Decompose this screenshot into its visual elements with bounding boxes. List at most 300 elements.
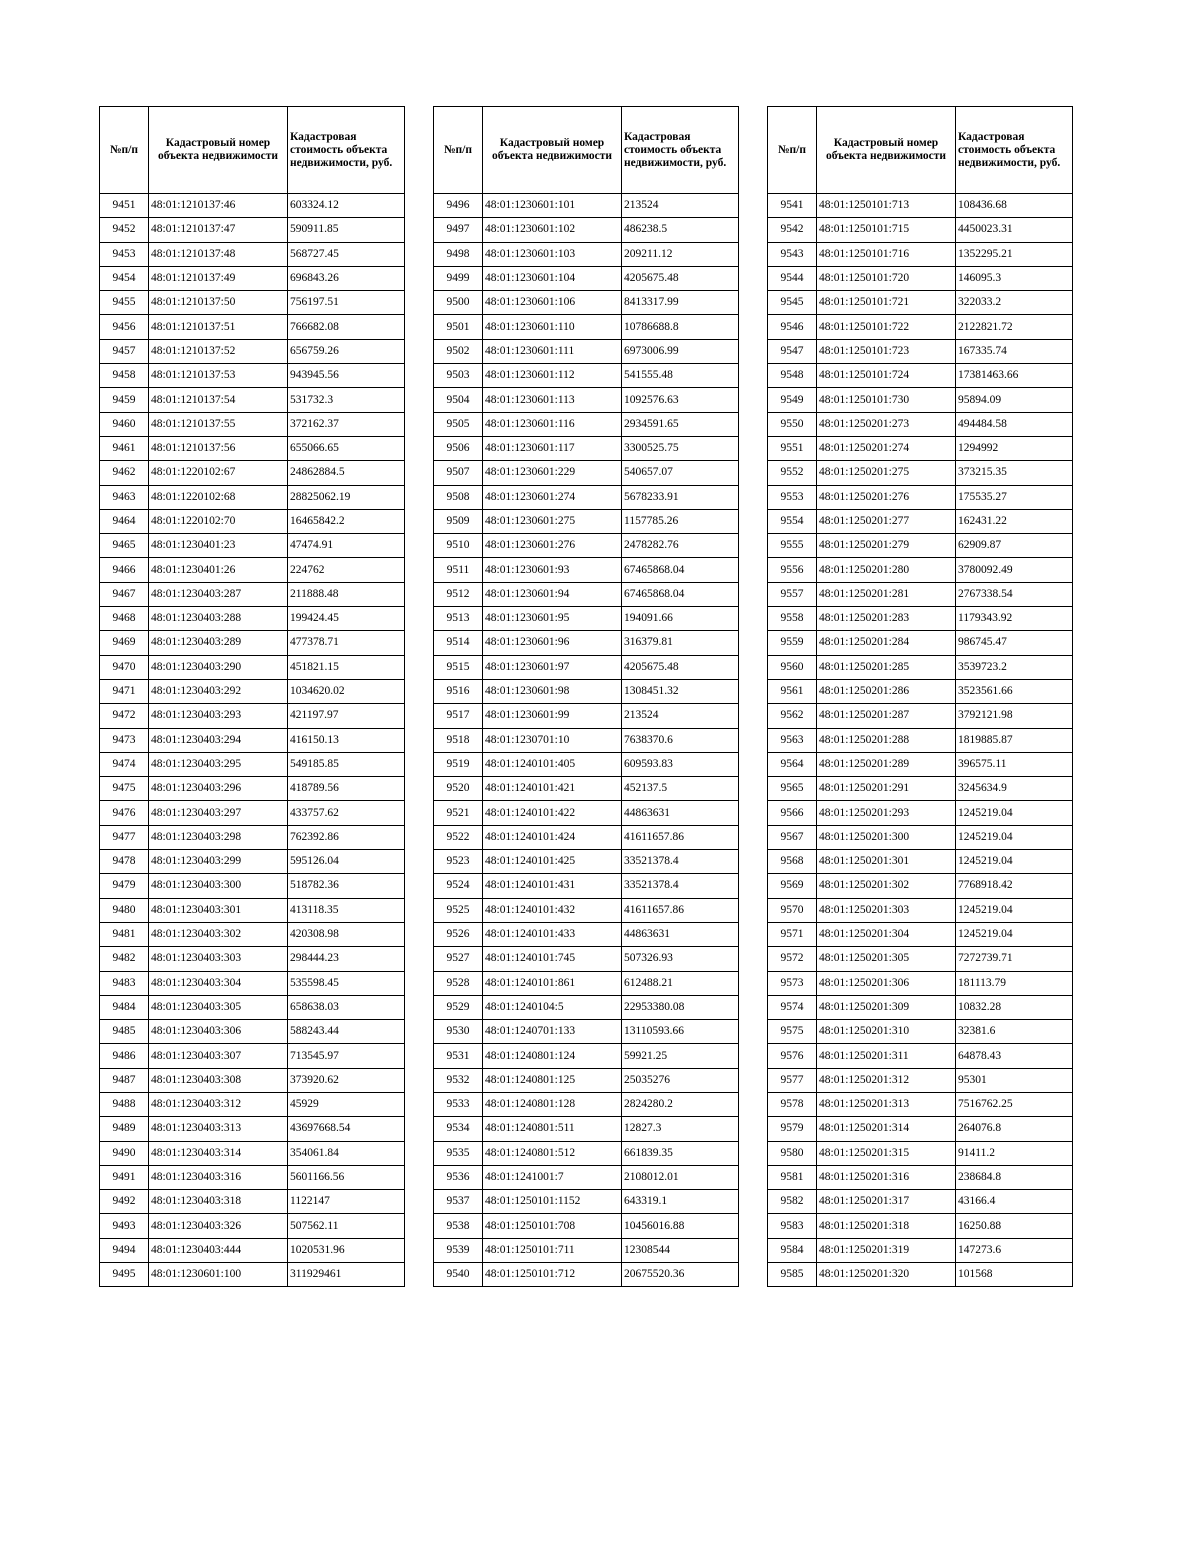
table-row (100, 704, 405, 728)
row-number: 9585 (768, 1263, 817, 1287)
row-number: 9552 (768, 461, 817, 485)
cadastral-number: 48:01:1250201:286 (817, 679, 956, 703)
row-number: 9487 (100, 1068, 149, 1092)
cadastral-value: 67465868.04 (622, 582, 739, 606)
row-number: 9481 (100, 922, 149, 946)
row-number: 9533 (434, 1092, 483, 1116)
cadastral-value: 213524 (622, 704, 739, 728)
header-cadastral-value: Кадастровая стоимость объекта недвижимости, руб. (288, 107, 405, 194)
cadastral-number: 48:01:1210137:49 (149, 266, 288, 290)
cadastral-value: 25035276 (622, 1068, 739, 1092)
table-row (100, 850, 405, 874)
row-number: 9502 (434, 339, 483, 363)
row-number: 9534 (434, 1117, 483, 1141)
table-row (768, 315, 1073, 339)
row-number: 9493 (100, 1214, 149, 1238)
cadastral-value: 396575.11 (956, 752, 1073, 776)
table-row (100, 534, 405, 558)
cadastral-number: 48:01:1230403:303 (149, 947, 288, 971)
cadastral-value: 146095.3 (956, 266, 1073, 290)
table-row (768, 436, 1073, 460)
cadastral-number: 48:01:1230403:297 (149, 801, 288, 825)
cadastral-number: 48:01:1250201:306 (817, 971, 956, 995)
cadastral-number: 48:01:1240101:745 (483, 947, 622, 971)
row-number: 9574 (768, 995, 817, 1019)
table-row (768, 995, 1073, 1019)
cadastral-value: 10832.28 (956, 995, 1073, 1019)
cadastral-number: 48:01:1250101:722 (817, 315, 956, 339)
cadastral-number: 48:01:1250201:301 (817, 850, 956, 874)
header-cadastral-value: Кадастровая стоимость объекта недвижимости, руб. (622, 107, 739, 194)
cadastral-value: 199424.45 (288, 607, 405, 631)
cadastral-number: 48:01:1250101:715 (817, 218, 956, 242)
cadastral-value: 41611657.86 (622, 898, 739, 922)
row-number: 9530 (434, 1020, 483, 1044)
row-number: 9518 (434, 728, 483, 752)
header-number: №п/п (434, 107, 483, 194)
row-number: 9460 (100, 412, 149, 436)
cadastral-value: 507326.93 (622, 947, 739, 971)
cadastral-number: 48:01:1250201:315 (817, 1141, 956, 1165)
table-row (434, 728, 739, 752)
table-row (768, 752, 1073, 776)
cadastral-value: 612488.21 (622, 971, 739, 995)
cadastral-value: 3245634.9 (956, 777, 1073, 801)
table-row (768, 1165, 1073, 1189)
cadastral-number: 48:01:1250101:708 (483, 1214, 622, 1238)
row-number: 9515 (434, 655, 483, 679)
table-row (768, 291, 1073, 315)
cadastral-value: 209211.12 (622, 242, 739, 266)
header-cadastral-value: Кадастровая стоимость объекта недвижимости, руб. (956, 107, 1073, 194)
table-row (434, 364, 739, 388)
table-row (434, 461, 739, 485)
row-number: 9551 (768, 436, 817, 460)
table-row (100, 1044, 405, 1068)
cadastral-value: 20675520.36 (622, 1263, 739, 1287)
cadastral-number: 48:01:1241001:7 (483, 1165, 622, 1189)
cadastral-value: 1122147 (288, 1190, 405, 1214)
row-number: 9488 (100, 1092, 149, 1116)
cadastral-number: 48:01:1230401:23 (149, 534, 288, 558)
cadastral-number: 48:01:1230403:444 (149, 1238, 288, 1262)
row-number: 9550 (768, 412, 817, 436)
table-row (100, 1165, 405, 1189)
table-row (100, 242, 405, 266)
table-row (100, 1092, 405, 1116)
cadastral-value: 1245219.04 (956, 898, 1073, 922)
header-cadastral-number: Кадастровый номер объекта недвижимости (483, 107, 622, 194)
row-number: 9524 (434, 874, 483, 898)
cadastral-number: 48:01:1220102:70 (149, 509, 288, 533)
cadastral-value: 175535.27 (956, 485, 1073, 509)
cadastral-number: 48:01:1230701:10 (483, 728, 622, 752)
row-number: 9451 (100, 194, 149, 218)
table-row (100, 1190, 405, 1214)
row-number: 9546 (768, 315, 817, 339)
cadastral-value: 372162.37 (288, 412, 405, 436)
table-row (434, 850, 739, 874)
row-number: 9514 (434, 631, 483, 655)
row-number: 9489 (100, 1117, 149, 1141)
cadastral-number: 48:01:1230601:101 (483, 194, 622, 218)
table-row (434, 315, 739, 339)
row-number: 9486 (100, 1044, 149, 1068)
table-row (100, 898, 405, 922)
cadastral-value: 1092576.63 (622, 388, 739, 412)
row-number: 9505 (434, 412, 483, 436)
table-row (768, 850, 1073, 874)
row-number: 9469 (100, 631, 149, 655)
cadastral-value: 1245219.04 (956, 801, 1073, 825)
cadastral-number: 48:01:1250101:711 (483, 1238, 622, 1262)
cadastral-value: 12308544 (622, 1238, 739, 1262)
table-row (100, 339, 405, 363)
row-number: 9572 (768, 947, 817, 971)
table-row (768, 194, 1073, 218)
row-number: 9503 (434, 364, 483, 388)
cadastral-value: 7638370.6 (622, 728, 739, 752)
cadastral-number: 48:01:1230601:276 (483, 534, 622, 558)
table-row (434, 704, 739, 728)
table-row (100, 436, 405, 460)
row-number: 9490 (100, 1141, 149, 1165)
cadastral-number: 48:01:1210137:53 (149, 364, 288, 388)
row-number: 9506 (434, 436, 483, 460)
table-row (768, 1263, 1073, 1287)
table-row (434, 388, 739, 412)
table-row (434, 752, 739, 776)
cadastral-number: 48:01:1240801:125 (483, 1068, 622, 1092)
cadastral-number: 48:01:1230403:304 (149, 971, 288, 995)
table-row (434, 607, 739, 631)
cadastral-number: 48:01:1230601:104 (483, 266, 622, 290)
table-row (768, 364, 1073, 388)
table-row (100, 1068, 405, 1092)
row-number: 9532 (434, 1068, 483, 1092)
cadastral-number: 48:01:1250201:300 (817, 825, 956, 849)
row-number: 9467 (100, 582, 149, 606)
table-row (434, 922, 739, 946)
row-number: 9527 (434, 947, 483, 971)
cadastral-number: 48:01:1250201:316 (817, 1165, 956, 1189)
table-row (434, 1214, 739, 1238)
cadastral-number: 48:01:1230601:99 (483, 704, 622, 728)
row-number: 9512 (434, 582, 483, 606)
table-row (434, 534, 739, 558)
cadastral-value: 756197.51 (288, 291, 405, 315)
row-number: 9455 (100, 291, 149, 315)
table-row (434, 825, 739, 849)
cadastral-number: 48:01:1250201:277 (817, 509, 956, 533)
row-number: 9581 (768, 1165, 817, 1189)
cadastral-number: 48:01:1250201:287 (817, 704, 956, 728)
table-row (768, 801, 1073, 825)
cadastral-number: 48:01:1250201:320 (817, 1263, 956, 1287)
table-row (100, 1020, 405, 1044)
table-row (100, 218, 405, 242)
row-number: 9500 (434, 291, 483, 315)
row-number: 9558 (768, 607, 817, 631)
table-row (434, 801, 739, 825)
cadastral-value: 696843.26 (288, 266, 405, 290)
table-header-row (100, 107, 405, 194)
cadastral-number: 48:01:1240101:432 (483, 898, 622, 922)
cadastral-number: 48:01:1210137:46 (149, 194, 288, 218)
cadastral-number: 48:01:1210137:51 (149, 315, 288, 339)
table-row (434, 874, 739, 898)
cadastral-number: 48:01:1250201:273 (817, 412, 956, 436)
cadastral-number: 48:01:1240101:425 (483, 850, 622, 874)
cadastral-value: 535598.45 (288, 971, 405, 995)
header-number: №п/п (100, 107, 149, 194)
cadastral-number: 48:01:1210137:47 (149, 218, 288, 242)
cadastral-value: 943945.56 (288, 364, 405, 388)
cadastral-value: 7272739.71 (956, 947, 1073, 971)
cadastral-number: 48:01:1250201:311 (817, 1044, 956, 1068)
cadastral-value: 433757.62 (288, 801, 405, 825)
row-number: 9573 (768, 971, 817, 995)
row-number: 9457 (100, 339, 149, 363)
table-row (100, 947, 405, 971)
table-row (100, 655, 405, 679)
cadastral-value: 4205675.48 (622, 266, 739, 290)
row-number: 9508 (434, 485, 483, 509)
cadastral-number: 48:01:1230403:326 (149, 1214, 288, 1238)
cadastral-number: 48:01:1230403:308 (149, 1068, 288, 1092)
cadastral-value: 766682.08 (288, 315, 405, 339)
table-row (434, 1165, 739, 1189)
table-row (434, 242, 739, 266)
cadastral-value: 1245219.04 (956, 825, 1073, 849)
table-row (768, 412, 1073, 436)
cadastral-value: 518782.36 (288, 874, 405, 898)
row-number: 9480 (100, 898, 149, 922)
table-row (100, 291, 405, 315)
cadastral-value: 655066.65 (288, 436, 405, 460)
table-row (768, 631, 1073, 655)
row-number: 9501 (434, 315, 483, 339)
table-row (434, 582, 739, 606)
row-number: 9529 (434, 995, 483, 1019)
table-row (100, 582, 405, 606)
table-row (768, 874, 1073, 898)
table-row (100, 266, 405, 290)
cadastral-number: 48:01:1230601:117 (483, 436, 622, 460)
cadastral-number: 48:01:1230601:106 (483, 291, 622, 315)
table-row (768, 534, 1073, 558)
cadastral-value: 264076.8 (956, 1117, 1073, 1141)
cadastral-number: 48:01:1240801:512 (483, 1141, 622, 1165)
cadastral-value: 17381463.66 (956, 364, 1073, 388)
cadastral-value: 33521378.4 (622, 850, 739, 874)
cadastral-number: 48:01:1230403:293 (149, 704, 288, 728)
cadastral-value: 43697668.54 (288, 1117, 405, 1141)
row-number: 9453 (100, 242, 149, 266)
cadastral-number: 48:01:1240801:511 (483, 1117, 622, 1141)
cadastral-value: 588243.44 (288, 1020, 405, 1044)
row-number: 9452 (100, 218, 149, 242)
cadastral-number: 48:01:1240101:424 (483, 825, 622, 849)
cadastral-value: 477378.71 (288, 631, 405, 655)
row-number: 9525 (434, 898, 483, 922)
table-row (434, 1117, 739, 1141)
row-number: 9497 (434, 218, 483, 242)
row-number: 9491 (100, 1165, 149, 1189)
row-number: 9454 (100, 266, 149, 290)
cadastral-value: 3780092.49 (956, 558, 1073, 582)
table-row (434, 194, 739, 218)
cadastral-number: 48:01:1250201:303 (817, 898, 956, 922)
cadastral-number: 48:01:1250101:721 (817, 291, 956, 315)
row-number: 9568 (768, 850, 817, 874)
row-number: 9575 (768, 1020, 817, 1044)
table-row (768, 1044, 1073, 1068)
table-row (100, 1238, 405, 1262)
cadastral-number: 48:01:1250201:279 (817, 534, 956, 558)
cadastral-value: 2934591.65 (622, 412, 739, 436)
table-row (768, 1117, 1073, 1141)
row-number: 9458 (100, 364, 149, 388)
table-row (768, 242, 1073, 266)
row-number: 9579 (768, 1117, 817, 1141)
cadastral-value: 595126.04 (288, 850, 405, 874)
table-row (434, 266, 739, 290)
cadastral-number: 48:01:1230601:100 (149, 1263, 288, 1287)
cadastral-value: 8413317.99 (622, 291, 739, 315)
row-number: 9576 (768, 1044, 817, 1068)
cadastral-value: 95301 (956, 1068, 1073, 1092)
cadastral-number: 48:01:1210137:48 (149, 242, 288, 266)
table-row (434, 1263, 739, 1287)
row-number: 9545 (768, 291, 817, 315)
table-row (768, 825, 1073, 849)
table-row (100, 971, 405, 995)
table-row (768, 777, 1073, 801)
cadastral-number: 48:01:1240801:128 (483, 1092, 622, 1116)
table-row (768, 388, 1073, 412)
cadastral-number: 48:01:1250201:314 (817, 1117, 956, 1141)
cadastral-number: 48:01:1250201:275 (817, 461, 956, 485)
cadastral-value: 1179343.92 (956, 607, 1073, 631)
row-number: 9531 (434, 1044, 483, 1068)
cadastral-value: 2824280.2 (622, 1092, 739, 1116)
row-number: 9563 (768, 728, 817, 752)
cadastral-number: 48:01:1210137:50 (149, 291, 288, 315)
cadastral-number: 48:01:1230403:296 (149, 777, 288, 801)
row-number: 9459 (100, 388, 149, 412)
cadastral-value: 4205675.48 (622, 655, 739, 679)
table-row (100, 1214, 405, 1238)
table-row (100, 364, 405, 388)
cadastral-value: 62909.87 (956, 534, 1073, 558)
row-number: 9519 (434, 752, 483, 776)
row-number: 9482 (100, 947, 149, 971)
row-number: 9466 (100, 558, 149, 582)
row-number: 9539 (434, 1238, 483, 1262)
cadastral-number: 48:01:1250101:1152 (483, 1190, 622, 1214)
table-row (434, 485, 739, 509)
cadastral-number: 48:01:1250201:302 (817, 874, 956, 898)
row-number: 9468 (100, 607, 149, 631)
row-number: 9522 (434, 825, 483, 849)
row-number: 9537 (434, 1190, 483, 1214)
cadastral-value: 540657.07 (622, 461, 739, 485)
table-row (434, 1190, 739, 1214)
table-row (100, 995, 405, 1019)
row-number: 9555 (768, 534, 817, 558)
cadastral-number: 48:01:1230403:289 (149, 631, 288, 655)
cadastral-value: 421197.97 (288, 704, 405, 728)
cadastral-number: 48:01:1230403:307 (149, 1044, 288, 1068)
table-row (434, 679, 739, 703)
row-number: 9517 (434, 704, 483, 728)
cadastral-number: 48:01:1230601:112 (483, 364, 622, 388)
cadastral-value: 568727.45 (288, 242, 405, 266)
table-row (768, 582, 1073, 606)
cadastral-value: 2767338.54 (956, 582, 1073, 606)
cadastral-number: 48:01:1230403:288 (149, 607, 288, 631)
header-cadastral-number: Кадастровый номер объекта недвижимости (149, 107, 288, 194)
cadastral-value: 101568 (956, 1263, 1073, 1287)
table-row (100, 922, 405, 946)
row-number: 9578 (768, 1092, 817, 1116)
row-number: 9472 (100, 704, 149, 728)
cadastral-value: 43166.4 (956, 1190, 1073, 1214)
cadastral-value: 47474.91 (288, 534, 405, 558)
table-row (768, 509, 1073, 533)
cadastral-value: 44863631 (622, 922, 739, 946)
cadastral-number: 48:01:1230403:299 (149, 850, 288, 874)
cadastral-number: 48:01:1250101:723 (817, 339, 956, 363)
cadastral-value: 44863631 (622, 801, 739, 825)
cadastral-value: 1352295.21 (956, 242, 1073, 266)
table-row (768, 1141, 1073, 1165)
cadastral-number: 48:01:1250201:291 (817, 777, 956, 801)
cadastral-number: 48:01:1240104:5 (483, 995, 622, 1019)
cadastral-number: 48:01:1250101:730 (817, 388, 956, 412)
table-row (768, 1238, 1073, 1262)
cadastral-number: 48:01:1230601:96 (483, 631, 622, 655)
cadastral-value: 311929461 (288, 1263, 405, 1287)
row-number: 9473 (100, 728, 149, 752)
cadastral-number: 48:01:1230601:275 (483, 509, 622, 533)
cadastral-value: 656759.26 (288, 339, 405, 363)
cadastral-number: 48:01:1210137:55 (149, 412, 288, 436)
cadastral-table-3 (767, 106, 1073, 1287)
cadastral-value: 661839.35 (622, 1141, 739, 1165)
cadastral-value: 418789.56 (288, 777, 405, 801)
cadastral-value: 211888.48 (288, 582, 405, 606)
row-number: 9504 (434, 388, 483, 412)
row-number: 9560 (768, 655, 817, 679)
cadastral-value: 3523561.66 (956, 679, 1073, 703)
table-row (100, 1141, 405, 1165)
cadastral-value: 507562.11 (288, 1214, 405, 1238)
cadastral-value: 167335.74 (956, 339, 1073, 363)
table-row (100, 558, 405, 582)
cadastral-number: 48:01:1250201:313 (817, 1092, 956, 1116)
cadastral-number: 48:01:1250101:720 (817, 266, 956, 290)
cadastral-number: 48:01:1210137:54 (149, 388, 288, 412)
cadastral-number: 48:01:1240101:861 (483, 971, 622, 995)
cadastral-number: 48:01:1230403:302 (149, 922, 288, 946)
row-number: 9465 (100, 534, 149, 558)
row-number: 9564 (768, 752, 817, 776)
table-row (100, 461, 405, 485)
cadastral-number: 48:01:1250201:289 (817, 752, 956, 776)
cadastral-value: 108436.68 (956, 194, 1073, 218)
